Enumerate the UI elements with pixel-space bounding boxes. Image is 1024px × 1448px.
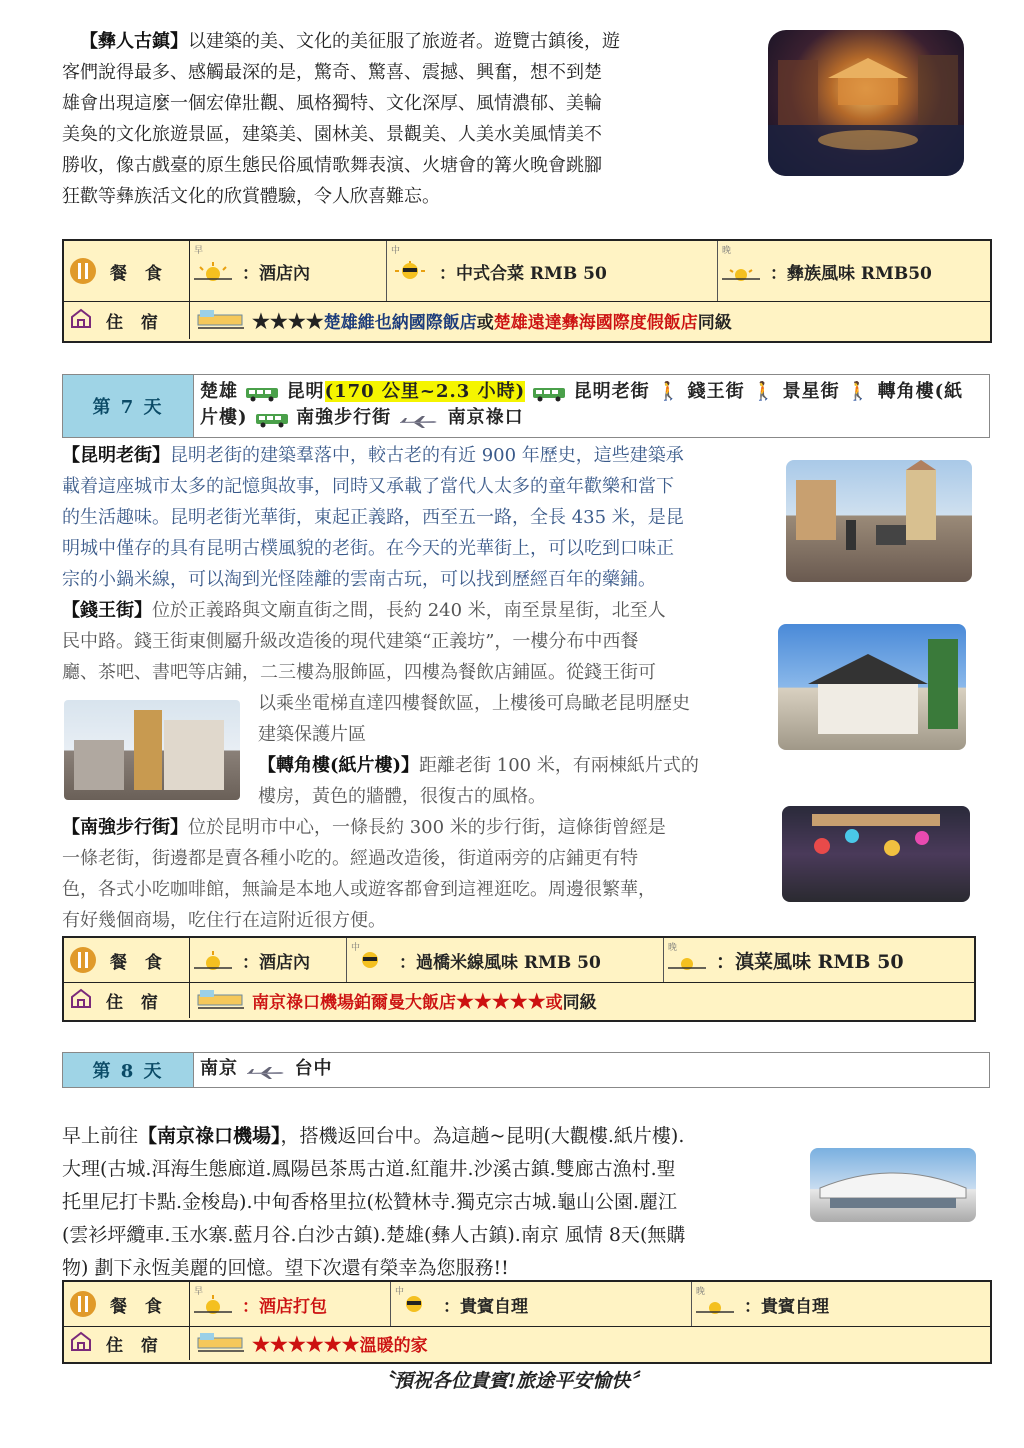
yiren-line: 客們說得最多、感觸最深的是，驚奇、驚喜、震撼、興奮，想不到楚 bbox=[62, 62, 602, 83]
breakfast-cell: 早 ：酒店打包 bbox=[190, 1282, 391, 1326]
zhuanjiao-title: 【轉角樓(紙片樓)】 bbox=[258, 755, 420, 776]
closing-message: 〝預祝各位貴賓!旅途平安愉快〞 bbox=[374, 1370, 650, 1392]
hotel-label: 住 宿 bbox=[64, 302, 190, 339]
day7-label: 第 7 天 bbox=[63, 375, 194, 437]
laojie-title: 【昆明老街】 bbox=[62, 445, 170, 466]
zhuanjiao-photo bbox=[64, 700, 240, 800]
bus-icon bbox=[255, 410, 289, 426]
nanqiang-photo bbox=[782, 806, 970, 902]
sun-sunglasses-icon bbox=[387, 261, 433, 281]
yiren-section bbox=[62, 26, 762, 212]
lunch-cell: 中 ：貴賓自理 bbox=[391, 1282, 692, 1326]
utensils-icon bbox=[70, 258, 96, 284]
airplane-icon bbox=[398, 411, 440, 425]
sunset-icon bbox=[718, 261, 764, 281]
sun-sunglasses-icon bbox=[347, 950, 393, 970]
nanqiang-title: 【南強步行街】 bbox=[62, 817, 188, 838]
breakfast-cell: 早 ：酒店內 bbox=[190, 241, 387, 301]
sunrise-icon bbox=[190, 1294, 236, 1314]
sunrise-icon bbox=[190, 261, 236, 281]
yiren-line: 狂歡等彝族活文化的欣賞體驗，令人欣喜難忘。 bbox=[62, 186, 440, 207]
day7-route: 楚雄 昆明(170 公里~2.3 小時) 昆明老街 🚶 錢王街 🚶 景星街 🚶 轉角樓(紙 片樓) 南強步行街 南京祿口 bbox=[200, 381, 964, 428]
yiren-line: 勝收，像古戲臺的原生態民俗風情歌舞表演、火塘會的篝火晚會跳腳 bbox=[62, 155, 602, 176]
bed-icon bbox=[196, 1330, 246, 1357]
qianwang-title: 【錢王街】 bbox=[62, 600, 152, 621]
lunch-cell: 中 ：中式合菜 RMB 50 bbox=[387, 241, 718, 301]
nanqiang-section: 【南強步行街】位於昆明市中心，一條長約 300 米的步行街，這條街曾經是 一條老街，街邊都是賣各種小吃的。經過改造後，街道兩旁的店鋪更有特 色，各式小吃咖啡館，無論是本地人或遊客都會到這裡逛吃。周邊很繁華， 有好幾個商場，吃住行在這附近很方便。 bbox=[62, 817, 666, 931]
meal-row bbox=[64, 241, 990, 301]
meal-table-day6 bbox=[62, 239, 992, 343]
yiren-title: 【彝人古鎮】 bbox=[80, 31, 188, 52]
walk-icon: 🚶 bbox=[656, 381, 681, 402]
meal-table-day7 bbox=[62, 936, 976, 1022]
yiren-night-photo bbox=[768, 30, 964, 176]
qianwang-section: 【錢王街】位於正義路與文廟直街之間，長約 240 米，南至景星街，北至人 民中路。錢王街東側屬升級改造後的現代建築“正義坊”，一樓分布中西餐 廳、茶吧、書吧等店鋪，二三樓為服飾區，四樓為餐飲店鋪區。從錢王街可 以乘坐電梯直達四樓餐飲區，上樓後可鳥瞰老昆明歷史 建築保護片區 bbox=[62, 600, 690, 745]
house-icon bbox=[70, 988, 92, 1013]
meal-label: 餐 食 bbox=[64, 938, 190, 982]
final-title: 【南京祿口機場】 bbox=[138, 1125, 281, 1147]
meal-row bbox=[64, 1282, 990, 1326]
day8-label: 第 8 天 bbox=[63, 1053, 194, 1087]
yiren-line: 美奐的文化旅遊景區，建築美、園林美、景觀美、人美水美風情美不 bbox=[62, 124, 602, 145]
house-icon bbox=[70, 1331, 92, 1356]
airport-photo bbox=[810, 1148, 976, 1222]
dinner-cell: 晚 ：貴賓自理 bbox=[692, 1282, 990, 1326]
utensils-icon bbox=[70, 947, 96, 973]
hotel-row bbox=[64, 302, 990, 339]
house-icon bbox=[70, 308, 92, 333]
day8-route: 南京 台中 bbox=[200, 1058, 333, 1079]
hotel-label: 住 宿 bbox=[64, 1327, 190, 1360]
laojie-photo bbox=[786, 460, 972, 582]
meal-label: 餐 食 bbox=[64, 241, 190, 301]
sunrise-icon bbox=[190, 950, 236, 970]
day8-header bbox=[62, 1052, 990, 1088]
qianwang-photo bbox=[778, 624, 966, 750]
hotel-cell: ★★★★★★ 溫暖的家 bbox=[190, 1327, 990, 1360]
hotel-cell: ★★★★ 楚雄維也納國際飯店 或 楚雄遠達彝海國際度假飯店 同級 bbox=[190, 302, 990, 339]
walk-icon: 🚶 bbox=[751, 381, 776, 402]
breakfast-cell: ：酒店內 bbox=[190, 938, 347, 982]
airplane-icon bbox=[245, 1062, 287, 1076]
meal-row bbox=[64, 938, 974, 982]
final-section: 早上前往【南京祿口機場】，搭機返回台中。為這趟~昆明(大觀樓.紙片樓). 大理(古城.洱海生態廊道.鳳陽邑茶馬古道.紅龍井.沙溪古鎮.雙廊古漁村.聖 托里尼打卡點.金梭島).中甸香格里拉(松贊林寺.獨克宗古城.龜山公園.麗江 (雲衫坪纜車.玉水寨.藍月谷.白沙古鎮).楚雄(彝人古鎮).南京 風情 8天(無購 物) 劃下永恆美麗的回憶。望下次還有榮幸為您服務!! bbox=[62, 1125, 686, 1279]
hotel-label: 住 宿 bbox=[64, 983, 190, 1018]
day7-header bbox=[62, 374, 990, 438]
lunch-cell: 中 ：過橋米線風味 RMB 50 bbox=[347, 938, 664, 982]
dinner-cell: 晚 ：滇菜風味 RMB 50 bbox=[664, 938, 974, 982]
hotel-row bbox=[64, 1327, 990, 1360]
meal-label: 餐 食 bbox=[64, 1282, 190, 1326]
bus-icon bbox=[532, 384, 566, 400]
sun-sunglasses-icon bbox=[391, 1294, 437, 1314]
sunset-icon bbox=[664, 950, 710, 970]
sunset-icon bbox=[692, 1294, 738, 1314]
yiren-line: 雄會出現這麼一個宏偉壯觀、風格獨特、文化深厚、風情濃郁、美輪 bbox=[62, 93, 602, 114]
bed-icon bbox=[196, 307, 246, 334]
bed-icon bbox=[196, 987, 246, 1014]
yiren-photo-art bbox=[768, 30, 964, 176]
bus-icon bbox=[245, 384, 279, 400]
dinner-cell: 晚 ：彝族風味 RMB50 bbox=[718, 241, 990, 301]
hotel-row bbox=[64, 983, 974, 1018]
utensils-icon bbox=[70, 1291, 96, 1317]
hotel-cell: 南京祿口機場鉑爾曼大飯店 ★★★★★ 或 同級 bbox=[190, 983, 974, 1018]
zhuanjiao-section: 【轉角樓(紙片樓)】距離老街 100 米，有兩棟紙片式的 樓房，黃色的牆體，很復古的風格。 bbox=[258, 755, 699, 807]
walk-icon: 🚶 bbox=[846, 381, 871, 402]
yiren-line: 以建築的美、文化的美征服了旅遊者。遊覽古鎮後，遊 bbox=[188, 31, 620, 52]
laojie-section: 【昆明老街】昆明老街的建築羣落中，較古老的有近 900 年歷史，這些建築承 載着這座城市太多的記憶與故事，同時又承載了當代人太多的童年歡樂和當下 的生活趣味。昆明老街光華街，東起正義路，西至五一路，全長 435 米，是昆 明城中僅存的具有昆明古樸風貌的老街。在今天的光華街上，可以吃到口味正 宗的小鍋米線，可以淘到光怪陸離的雲南古玩，可以找到歷經百年的藥鋪。 bbox=[62, 445, 684, 590]
meal-table-day8 bbox=[62, 1280, 992, 1364]
